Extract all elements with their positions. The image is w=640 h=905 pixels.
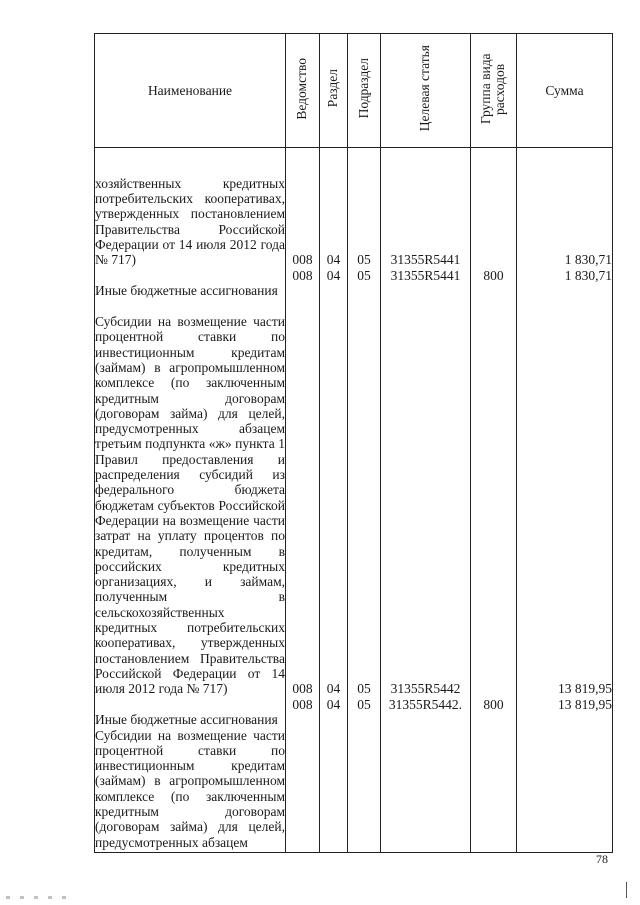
table-row	[95, 697, 613, 728]
header-name: Наименование	[95, 34, 286, 148]
cell-razdel: 04	[320, 299, 348, 697]
cell-vedomstvo: 008	[286, 697, 320, 728]
cell-name: Субсидии на возмещение части процентной ставки по инвестиционным кредитам (займам) в агропромышленном комплексе (по заключенным кредитным договорам (договорам займа) для целей, предусмотренных абзацем	[95, 728, 286, 853]
cell-podrazdel	[348, 728, 381, 853]
table-row	[95, 268, 613, 299]
header-summa: Сумма	[517, 34, 613, 148]
cell-name: Иные бюджетные ассигнования	[95, 268, 286, 299]
cell-podrazdel: 05	[348, 148, 381, 268]
budget-table	[94, 33, 613, 853]
cell-name: хозяйственных кредитных потребительских кооперативах, утвержденных постановлением Правительства Российской Федерации от 14 июля 2012 года № 717)	[95, 148, 286, 268]
cell-summa	[517, 728, 613, 853]
cell-celevaya: 31355R5442.	[381, 697, 471, 728]
cell-gruppa	[471, 299, 517, 697]
table-header	[95, 34, 613, 148]
cell-razdel: 04	[320, 268, 348, 299]
header-gruppa-vida-rashodov: Группа вида расходов	[471, 34, 517, 148]
cell-vedomstvo: 008	[286, 148, 320, 268]
cell-celevaya: 31355R5441	[381, 148, 471, 268]
table-row	[95, 299, 613, 697]
cell-podrazdel: 05	[348, 697, 381, 728]
cell-gruppa	[471, 728, 517, 853]
cell-razdel	[320, 728, 348, 853]
page-number: 78	[596, 852, 608, 866]
cell-name: Субсидии на возмещение части процентной ставки по инвестиционным кредитам (займам) в агропромышленном комплексе (по заключенным кредитным договорам (договорам займа) для целей, предусмотренных абзацем третьим подпункта «ж» пункта 1 Правил предоставления и распределения субсидий из федерального бюджета бюджетам субъектов Российской Федерации на возмещение части затрат на уплату процентов по кредитам, полученным в российских кредитных организациях, и займам, полученным в сельскохозяйственных кредитных потребительских кооперативах, утвержденных постановлением Правительства Российской Федерации от 14 июля 2012 года № 717)	[95, 299, 286, 697]
table-row	[95, 728, 613, 853]
cell-gruppa: 800	[471, 697, 517, 728]
cell-gruppa: 800	[471, 268, 517, 299]
cell-summa: 1 830,71	[517, 148, 613, 268]
table-body	[95, 148, 613, 853]
cell-vedomstvo: 008	[286, 268, 320, 299]
cell-summa: 13 819,95	[517, 697, 613, 728]
cell-celevaya: 31355R5442	[381, 299, 471, 697]
cell-vedomstvo: 008	[286, 299, 320, 697]
cell-summa: 13 819,95	[517, 299, 613, 697]
cell-name: Иные бюджетные ассигнования	[95, 697, 286, 728]
cell-celevaya: 31355R5441	[381, 268, 471, 299]
header-vedomstvo: Ведомство	[286, 34, 320, 148]
table-row	[95, 148, 613, 268]
cell-celevaya	[381, 728, 471, 853]
cell-summa: 1 830,71	[517, 268, 613, 299]
cell-razdel: 04	[320, 148, 348, 268]
header-celevaya-statya: Целевая статья	[381, 34, 471, 148]
header-podrazdel: Подраздел	[348, 34, 381, 148]
scan-artifact	[6, 896, 76, 899]
cell-gruppa	[471, 148, 517, 268]
header-razdel: Раздел	[320, 34, 348, 148]
cell-razdel: 04	[320, 697, 348, 728]
cell-podrazdel: 05	[348, 268, 381, 299]
cell-podrazdel: 05	[348, 299, 381, 697]
cell-vedomstvo	[286, 728, 320, 853]
scan-edge-mark	[626, 882, 627, 898]
